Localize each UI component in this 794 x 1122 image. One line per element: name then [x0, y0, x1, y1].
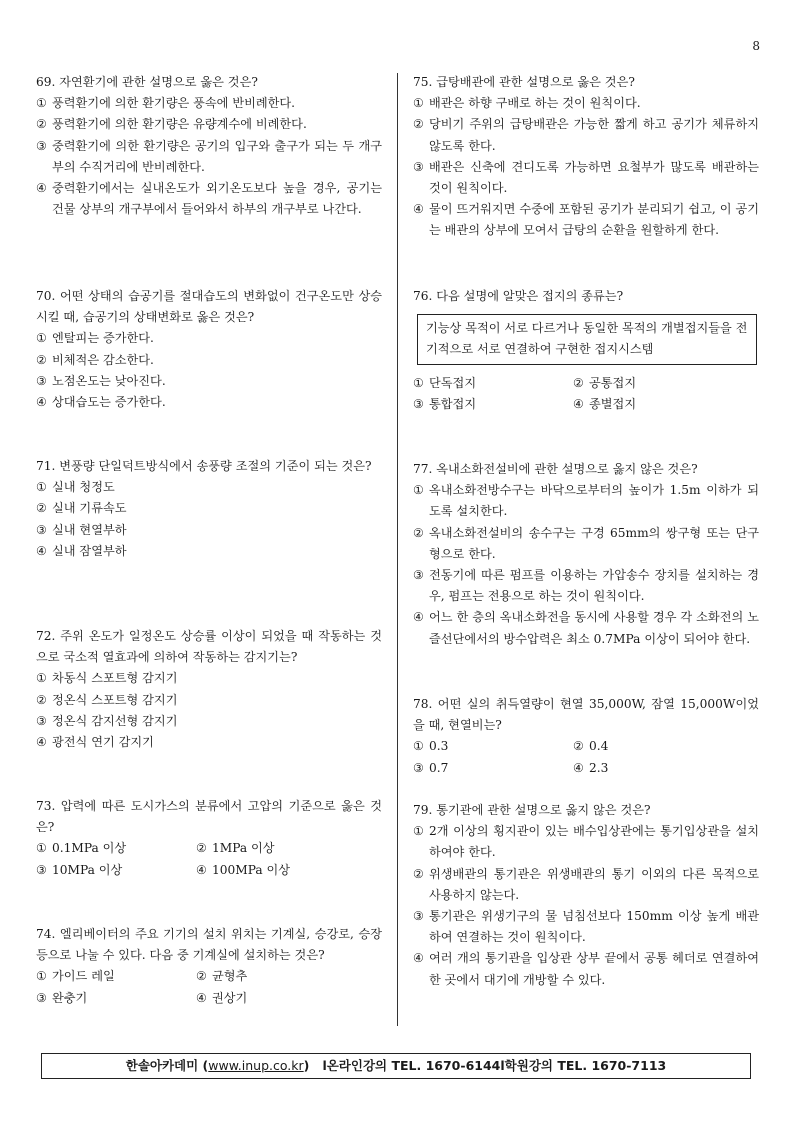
option-3: ③ 실내 현열부하	[36, 522, 127, 537]
offline-lecture-phone: 학원강의 TEL. 1670-7113	[504, 1058, 667, 1074]
question-73	[36, 796, 382, 881]
option-3: ③ 배관은 신축에 견디도록 가능하면 요철부가 많도록 배관하는 것이 원칙이다.	[413, 159, 759, 196]
academy-name: 한솔아카데미	[125, 1058, 199, 1074]
option-3: ③ 통기관은 위생기구의 물 넘침선보다 150mm 이상 높게 배관하여 연결하는 것이 원칙이다.	[413, 909, 759, 945]
question-stem: 72. 주위 온도가 일정온도 상승률 이상이 되었을 때 작동하는 것으로 국소적 열효과에 의하여 작동하는 감지기는?	[36, 629, 382, 665]
option-2: ② 공통접지	[573, 376, 637, 391]
option-1: ① 차동식 스포트형 감지기	[36, 671, 178, 686]
option-1: ① 단독접지	[413, 376, 477, 391]
question-stem: 73. 압력에 따른 도시가스의 분류에서 고압의 기준으로 옳은 것은?	[36, 799, 382, 835]
option-3: ③ 0.7	[413, 760, 449, 775]
question-76	[413, 286, 759, 416]
option-3: ③ 통합접지	[413, 397, 477, 412]
option-3: ③ 정온식 감지선형 감지기	[36, 713, 178, 728]
option-1: ① 실내 청정도	[36, 480, 115, 495]
question-69	[36, 72, 382, 220]
question-stem: 79. 통기관에 관한 설명으로 옳지 않은 것은?	[413, 803, 651, 817]
option-4: ④ 실내 잠열부하	[36, 543, 127, 558]
academy-website-link[interactable]: www.inup.co.kr	[208, 1058, 304, 1074]
question-stem: 78. 어떤 실의 취득열량이 현열 35,000W, 잠열 15,000W이었을 때, 현열비는?	[413, 697, 759, 733]
question-77	[413, 459, 759, 650]
option-2: ② 0.4	[573, 739, 609, 754]
question-72	[36, 626, 382, 753]
option-4: ④ 2.3	[573, 760, 609, 775]
question-stem: 74. 엘리베이터의 주요 기기의 설치 위치는 기계실, 승강로, 승장 등으로 나눌 수 있다. 다음 중 기계실에 설치하는 것은?	[36, 927, 382, 963]
footer-separator: l	[322, 1058, 327, 1074]
option-4: ④ 여러 개의 통기관을 입상관 상부 끝에서 공통 헤더로 연결하여 한 곳에서 대기에 개방할 수 있다.	[413, 951, 759, 987]
question-70	[36, 286, 382, 413]
option-3: ③ 중력환기에 의한 환기량은 공기의 입구와 출구가 되는 두 개구부의 수직거리에 반비례한다.	[36, 138, 382, 174]
option-1: ① 엔탈피는 증가한다.	[36, 331, 154, 346]
footer-separator: l	[500, 1058, 505, 1074]
question-71	[36, 456, 382, 562]
option-2: ② 1MPa 이상	[196, 841, 275, 856]
option-3: ③ 노점온도는 낮아진다.	[36, 373, 166, 388]
option-4: ④ 중력환기에서는 실내온도가 외기온도보다 높을 경우, 공기는 건물 상부의 개구부에서 들어와서 하부의 개구부로 나간다.	[36, 181, 382, 217]
option-1: ① 풍력환기에 의한 환기량은 풍속에 반비례한다.	[36, 96, 296, 111]
option-2: ② 위생배관의 통기관은 위생배관의 통기 이외의 다른 목적으로 사용하지 않는다.	[413, 866, 759, 902]
option-1: ① 0.3	[413, 739, 449, 754]
question-stem: 69. 자연환기에 관한 설명으로 옳은 것은?	[36, 75, 258, 89]
option-2: ② 풍력환기에 의한 환기량은 유량계수에 비례한다.	[36, 117, 307, 132]
option-1: ① 옥내소화전방수구는 바닥으로부터의 높이가 1.5m 이하가 되도록 설치한다.	[413, 483, 759, 519]
option-2: ② 옥내소화전설비의 송수구는 구경 65mm의 쌍구형 또는 단구형으로 한다.	[413, 525, 759, 561]
question-stem: 76. 다음 설명에 알맞은 접지의 종류는?	[413, 289, 624, 303]
definition-box: 기능상 목적이 서로 다르거나 동일한 목적의 개별접지들을 전기적으로 서로 연결하여 구현한 접지시스템	[417, 314, 757, 365]
option-3: ③ 완충기	[36, 990, 88, 1005]
question-stem: 70. 어떤 상태의 습공기를 절대습도의 변화없이 건구온도만 상승시킬 때, 습공기의 상태변화로 옳은 것은?	[36, 289, 382, 325]
option-2: ② 당비기 주위의 급탕배관은 가능한 짧게 하고 공기가 체류하지 않도록 한다.	[413, 117, 759, 153]
option-1: ① 0.1MPa 이상	[36, 841, 127, 856]
question-stem: 71. 변풍량 단일덕트방식에서 송풍량 조절의 기준이 되는 것은?	[36, 459, 372, 473]
question-79	[413, 800, 759, 991]
page-number: 8	[752, 39, 760, 53]
option-4: ④ 상대습도는 증가한다.	[36, 395, 166, 410]
option-2: ② 비체적은 감소한다.	[36, 352, 154, 367]
option-1: ① 가이드 레일	[36, 969, 115, 984]
footer-banner: 한솔아카데미 ( www.inup.co.kr ) l 온라인강의 TEL. 1670-6144 l 학원강의 TEL. 1670-7113	[41, 1053, 751, 1079]
option-2: ② 균형추	[196, 969, 248, 984]
option-4: ④ 어느 한 층의 옥내소화전을 동시에 사용할 경우 각 소화전의 노즐선단에서의 방수압력은 최소 0.7MPa 이상이 되어야 한다.	[413, 610, 759, 646]
column-divider	[397, 73, 398, 1026]
option-4: ④ 물이 뜨거워지면 수중에 포함된 공기가 분리되기 쉽고, 이 공기는 배관의 상부에 모여서 급탕의 순환을 원할하게 한다.	[413, 202, 759, 238]
question-74	[36, 924, 382, 1009]
option-4: ④ 종별접지	[573, 397, 637, 412]
option-1: ① 2개 이상의 횡지관이 있는 배수입상관에는 통기입상관을 설치하여야 한다.	[413, 824, 759, 860]
option-4: ④ 100MPa 이상	[196, 862, 291, 877]
question-stem: 75. 급탕배관에 관한 설명으로 옳은 것은?	[413, 75, 635, 89]
option-4: ④ 권상기	[196, 990, 248, 1005]
option-3: ③ 10MPa 이상	[36, 862, 123, 877]
question-78	[413, 694, 759, 779]
question-stem: 77. 옥내소화전설비에 관한 설명으로 옳지 않은 것은?	[413, 462, 698, 476]
option-2: ② 실내 기류속도	[36, 501, 127, 516]
option-4: ④ 광전식 연기 감지기	[36, 735, 154, 750]
option-2: ② 정온식 스포트형 감지기	[36, 692, 178, 707]
option-3: ③ 전동기에 따른 펌프를 이용하는 가압송수 장치를 설치하는 경우, 펌프는 전용으로 하는 것이 원칙이다.	[413, 568, 759, 604]
online-lecture-phone: 온라인강의 TEL. 1670-6144	[326, 1058, 501, 1074]
option-1: ① 배관은 하향 구배로 하는 것이 원칙이다.	[413, 96, 641, 111]
question-75	[413, 72, 759, 242]
